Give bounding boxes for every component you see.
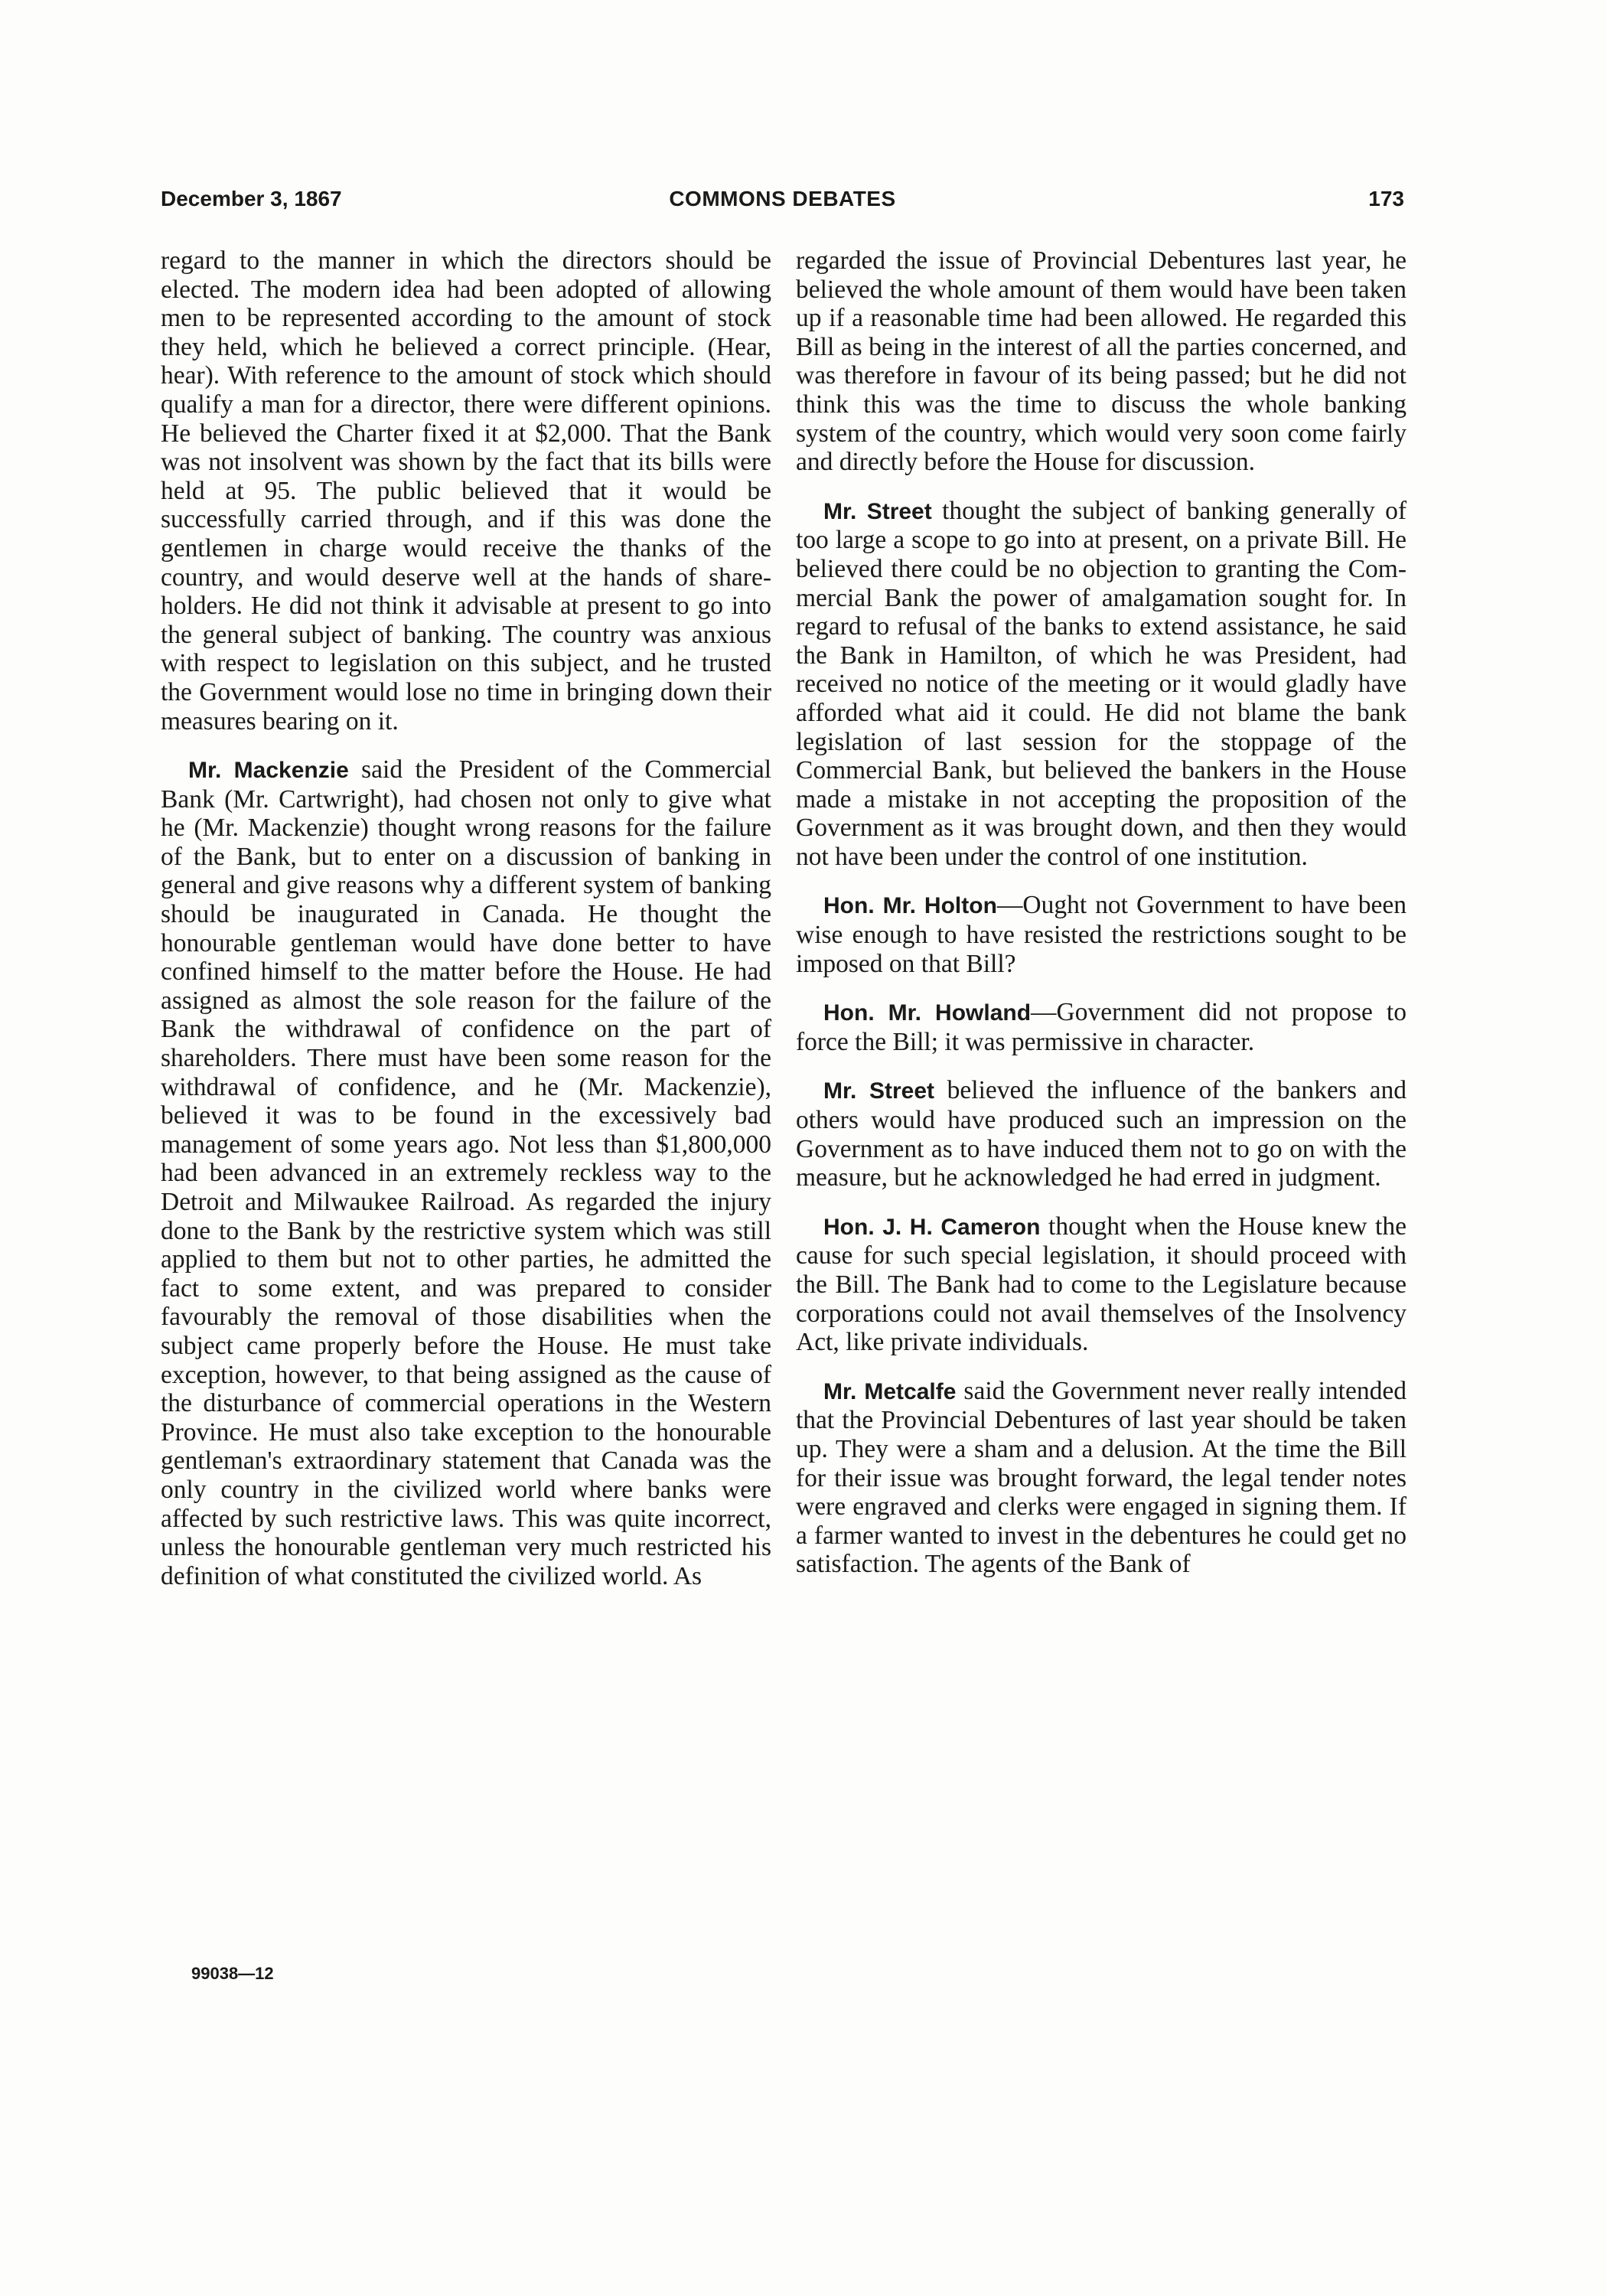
paragraph-text: believed the influence of the bankers and others would have produced such an impression on the Government as to have induced them not to go on with the measure, but he acknowledged he had erred in judgment. bbox=[796, 1076, 1407, 1192]
header-title: COMMONS DEBATES bbox=[669, 187, 896, 210]
paragraph bbox=[796, 891, 1407, 978]
page-number: 173 bbox=[1368, 187, 1404, 210]
paragraph bbox=[161, 755, 771, 1590]
speaker-name: Mr. Mackenzie bbox=[188, 758, 349, 784]
left-column bbox=[161, 246, 771, 1610]
paragraph-text: said the President of the Commercial Bank (Mr. Cartwright), had chosen not only to give what he (Mr. Mackenzie) thought wrong reasons for the failure of the Bank, but to enter on a discussion of banking in general and give reasons why a different system of banking should be inaugurated in Canada. He thought the honourable gentleman would have done better to have confined himself to the matter before the House. He had assigned as almost the sole reason for the failure of the Bank the withdrawal of confidence on the part of shareholders. There must have been some reason for the withdrawal of confidence, and he (Mr. Mackenzie), believed it was to be found in the excessively bad management of some years ago. Not less than $1,800,000 had been advanced in an extremely reckless way to the Detroit and Milwaukee Railroad. As regarded the injury done to the Bank by the restrictive system which was still applied to them but not to other parties, he admitted the fact to some extent, and was prepared to consider favourably the removal of those disabilities when the subject came properly before the House. He must take exception, however, to that being assigned as the cause of the disturbance of commercial operations in the Western Province. He must also take exception to the honourable gentleman's extraordinary statement that Canada was the only country in the civilized world where banks were affected by such restrictive laws. This was quite incorrect, unless the honourable gentleman very much restricted his definition of what constituted the civilized world. As bbox=[161, 755, 771, 1590]
speaker-name: Mr. Street bbox=[823, 498, 932, 524]
paragraph-text: thought the subject of banking generally of too large a scope to go into at present, on a private Bill. He believed there could be no objection to granting the Commercial Bank the power of amalgamation sought for. In regard to refusal of the banks to extend assistance, he said the Bank in Hamilton, of which he was President, had received no notice of the meeting or it would gladly have afforded what aid it could. He did not blame the bank legislation of last session for the stoppage of the Commercial Bank, but believed the bankers in the House made a mistake in not accepting the proposition of the Government as it was brought down, and then they would not have been under the control of one institution. bbox=[796, 496, 1407, 871]
paragraph-text: said the Government never really intended that the Provincial Debentures of last year should be taken up. They were a sham and a delusion. At the time the Bill for their issue was brought forward, the legal tender notes were engraved and clerks were engaged in signing them. If a farmer wanted to invest in the debentures he could get no satisfaction. The agents of the Bank of bbox=[796, 1376, 1407, 1579]
paragraph bbox=[796, 497, 1407, 872]
paragraph bbox=[796, 1212, 1407, 1357]
page-header bbox=[161, 187, 1404, 217]
right-column bbox=[796, 246, 1407, 1599]
paragraph-text: regard to the manner in which the directors should be elected. The modern idea had been adopted of allowing men to be represented according to the amount of stock they held, which he believed a correct principle. (Hear, hear). With reference to the amount of stock which should qualify a man for a director, there were different opinions. He believed the Charter fixed it at $2,000. That the Bank was not insolvent was shown by the fact that its bills were held at 95. The public believed that it would be successfully carried through, and if this was done the gentlemen in charge would receive the thanks of the country, and would deserve well at the hands of shareholders. He did not think it advisable at present to go into the general subject of banking. The country was anxious with respect to legislation on this subject, and he trusted the Government would lose no time in bringing down their measures bearing on it. bbox=[161, 246, 771, 735]
paragraph bbox=[796, 998, 1407, 1056]
speaker-name: Hon. Mr. Holton bbox=[823, 893, 997, 919]
paragraph bbox=[796, 246, 1407, 477]
speaker-name: Hon. J. H. Cameron bbox=[823, 1214, 1041, 1240]
print-code: 99038—12 bbox=[191, 1964, 274, 1983]
paragraph-text: —Government did not propose to force the Bill; it was permissive in character. bbox=[796, 998, 1407, 1056]
speaker-name: Mr. Metcalfe bbox=[823, 1378, 957, 1404]
paragraph-text: thought when the House knew the cause for such special legislation, it should proceed with the Bill. The Bank had to come to the Legislature because corporations could not avail themselves of the Insolvency Act, like private individuals. bbox=[796, 1212, 1407, 1357]
paragraph-text: —Ought not Government to have been wise enough to have resisted the restrictions sought to be imposed on that Bill? bbox=[796, 891, 1407, 978]
paragraph bbox=[796, 1377, 1407, 1579]
speaker-name: Mr. Street bbox=[823, 1078, 934, 1104]
header-date: December 3, 1867 bbox=[161, 187, 342, 210]
paragraph-text: regarded the issue of Provincial Debentures last year, he believed the whole amount of them would have been taken up if a reasonable time had been allowed. He regarded this Bill as being in the interest of all the parties concerned, and was therefore in favour of its being passed; but he did not think this was the time to discuss the whole banking system of the country, which would very soon come fairly and directly before the House for discussion. bbox=[796, 246, 1407, 477]
speaker-name: Hon. Mr. Howland bbox=[823, 1000, 1032, 1026]
paragraph bbox=[161, 246, 771, 735]
paragraph bbox=[796, 1076, 1407, 1192]
